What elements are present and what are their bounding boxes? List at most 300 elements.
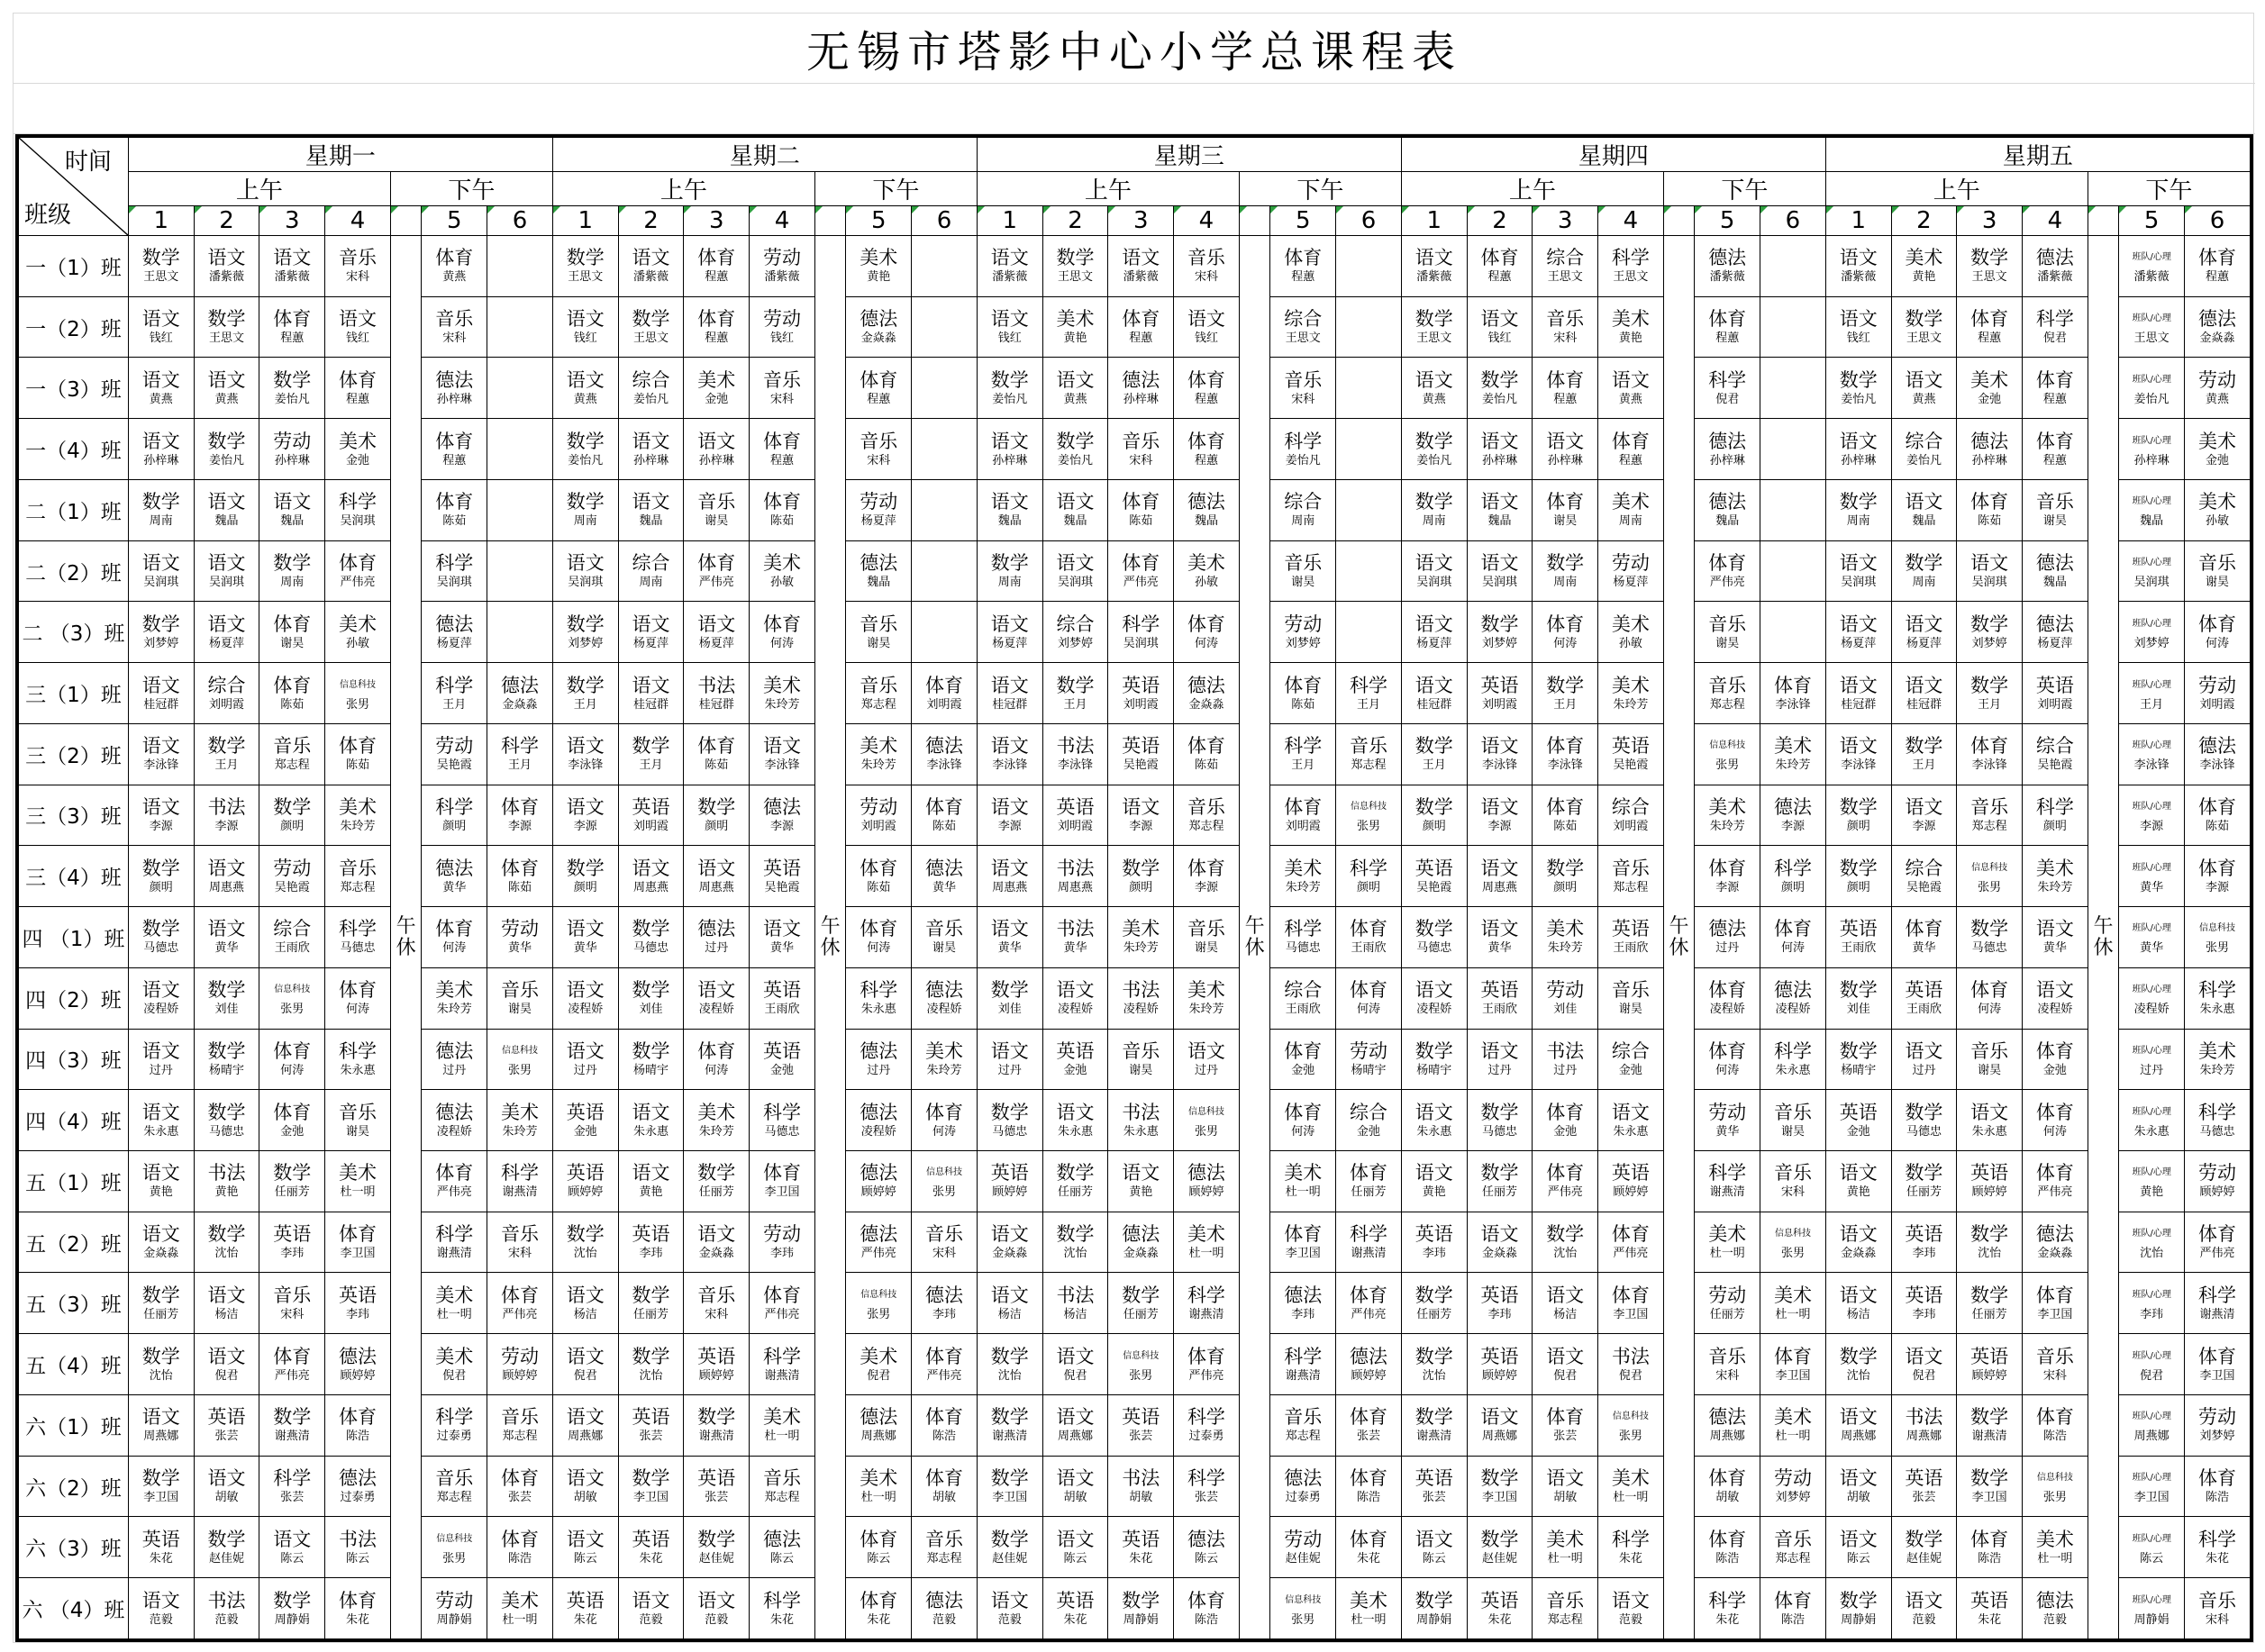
lesson-cell[interactable] (1825, 663, 1891, 724)
lesson-cell[interactable] (1533, 663, 1598, 724)
lesson-cell[interactable] (422, 1517, 487, 1578)
lesson-cell[interactable] (1891, 540, 1957, 602)
lesson-cell[interactable] (618, 1334, 684, 1395)
lesson-cell[interactable] (1957, 1212, 2023, 1273)
lesson-cell[interactable] (1108, 846, 1174, 907)
lesson-cell[interactable] (1401, 419, 1467, 480)
lesson-cell[interactable] (1598, 1394, 1664, 1456)
lesson-cell[interactable] (1533, 1517, 1598, 1578)
lesson-cell[interactable] (325, 1334, 391, 1395)
lesson-cell[interactable] (1760, 358, 1826, 419)
lesson-cell[interactable] (552, 785, 618, 846)
lesson-cell[interactable] (1467, 663, 1533, 724)
lesson-cell[interactable] (684, 1212, 750, 1273)
lesson-cell[interactable] (1533, 602, 1598, 663)
lesson-cell[interactable] (750, 540, 815, 602)
lesson-cell[interactable] (1336, 663, 1402, 724)
lesson-cell[interactable] (194, 1151, 259, 1212)
lesson-cell[interactable] (422, 1456, 487, 1517)
lesson-cell[interactable] (1108, 723, 1174, 785)
lesson-cell[interactable] (2023, 846, 2088, 907)
lesson-cell[interactable] (1695, 1578, 1760, 1639)
lesson-cell[interactable] (1760, 1029, 1826, 1090)
lesson-cell[interactable] (1957, 1394, 2023, 1456)
lesson-cell[interactable] (1042, 723, 1108, 785)
lesson-cell[interactable] (1042, 602, 1108, 663)
lesson-cell[interactable] (846, 967, 912, 1029)
lesson-cell[interactable] (2119, 1456, 2185, 1517)
lesson-cell[interactable] (422, 723, 487, 785)
lesson-cell[interactable] (1108, 1273, 1174, 1334)
lesson-cell[interactable] (1401, 1334, 1467, 1395)
lesson-cell[interactable] (1891, 358, 1957, 419)
lesson-cell[interactable] (194, 1029, 259, 1090)
lesson-cell[interactable] (750, 663, 815, 724)
lesson-cell[interactable] (2185, 1151, 2251, 1212)
lesson-cell[interactable] (1957, 967, 2023, 1029)
lesson-cell[interactable] (2185, 967, 2251, 1029)
lesson-cell[interactable] (750, 602, 815, 663)
lesson-cell[interactable] (1695, 1456, 1760, 1517)
lesson-cell[interactable] (259, 1517, 325, 1578)
lesson-cell[interactable] (552, 1334, 618, 1395)
lesson-cell[interactable] (1533, 846, 1598, 907)
lesson-cell[interactable] (1174, 1212, 1240, 1273)
lesson-cell[interactable] (977, 1212, 1042, 1273)
lesson-cell[interactable] (1598, 479, 1664, 540)
lesson-cell[interactable] (325, 236, 391, 297)
lesson-cell[interactable] (1598, 1578, 1664, 1639)
lesson-cell[interactable] (750, 1517, 815, 1578)
lesson-cell[interactable] (1695, 846, 1760, 907)
lesson-cell[interactable] (2023, 419, 2088, 480)
lesson-cell[interactable] (1467, 967, 1533, 1029)
lesson-cell[interactable] (128, 358, 194, 419)
lesson-cell[interactable] (1174, 1151, 1240, 1212)
lesson-cell[interactable] (128, 663, 194, 724)
lesson-cell[interactable] (1336, 236, 1402, 297)
lesson-cell[interactable] (618, 540, 684, 602)
lesson-cell[interactable] (846, 785, 912, 846)
lesson-cell[interactable] (684, 846, 750, 907)
lesson-cell[interactable] (422, 1394, 487, 1456)
lesson-cell[interactable] (422, 907, 487, 968)
lesson-cell[interactable] (487, 1456, 553, 1517)
lesson-cell[interactable] (684, 1334, 750, 1395)
lesson-cell[interactable] (846, 1394, 912, 1456)
lesson-cell[interactable] (912, 1334, 978, 1395)
lesson-cell[interactable] (2023, 1212, 2088, 1273)
lesson-cell[interactable] (1270, 1273, 1336, 1334)
lesson-cell[interactable] (259, 358, 325, 419)
lesson-cell[interactable] (259, 236, 325, 297)
lesson-cell[interactable] (1891, 1029, 1957, 1090)
lesson-cell[interactable] (1174, 785, 1240, 846)
lesson-cell[interactable] (750, 1273, 815, 1334)
lesson-cell[interactable] (1270, 967, 1336, 1029)
lesson-cell[interactable] (684, 723, 750, 785)
lesson-cell[interactable] (1891, 1151, 1957, 1212)
lesson-cell[interactable] (1695, 602, 1760, 663)
lesson-cell[interactable] (977, 296, 1042, 358)
lesson-cell[interactable] (1467, 1090, 1533, 1151)
lesson-cell[interactable] (1695, 967, 1760, 1029)
lesson-cell[interactable] (1401, 846, 1467, 907)
lesson-cell[interactable] (977, 967, 1042, 1029)
lesson-cell[interactable] (1533, 907, 1598, 968)
lesson-cell[interactable] (1825, 358, 1891, 419)
lesson-cell[interactable] (1174, 1517, 1240, 1578)
lesson-cell[interactable] (750, 723, 815, 785)
lesson-cell[interactable] (1957, 846, 2023, 907)
lesson-cell[interactable] (487, 785, 553, 846)
lesson-cell[interactable] (1533, 723, 1598, 785)
lesson-cell[interactable] (1401, 296, 1467, 358)
lesson-cell[interactable] (552, 419, 618, 480)
lesson-cell[interactable] (1467, 1334, 1533, 1395)
lesson-cell[interactable] (1401, 1029, 1467, 1090)
lesson-cell[interactable] (1336, 540, 1402, 602)
lesson-cell[interactable] (1598, 1090, 1664, 1151)
lesson-cell[interactable] (1108, 602, 1174, 663)
lesson-cell[interactable] (552, 1273, 618, 1334)
lesson-cell[interactable] (1042, 1394, 1108, 1456)
lesson-cell[interactable] (1825, 846, 1891, 907)
lesson-cell[interactable] (2119, 1273, 2185, 1334)
lesson-cell[interactable] (2185, 1456, 2251, 1517)
lesson-cell[interactable] (128, 1334, 194, 1395)
lesson-cell[interactable] (259, 1334, 325, 1395)
lesson-cell[interactable] (487, 907, 553, 968)
lesson-cell[interactable] (2023, 785, 2088, 846)
lesson-cell[interactable] (1174, 479, 1240, 540)
lesson-cell[interactable] (1174, 1456, 1240, 1517)
lesson-cell[interactable] (422, 1334, 487, 1395)
lesson-cell[interactable] (1957, 236, 2023, 297)
lesson-cell[interactable] (912, 1090, 978, 1151)
lesson-cell[interactable] (1695, 1334, 1760, 1395)
lesson-cell[interactable] (1891, 296, 1957, 358)
lesson-cell[interactable] (1270, 540, 1336, 602)
lesson-cell[interactable] (1598, 967, 1664, 1029)
lesson-cell[interactable] (1760, 1578, 1826, 1639)
lesson-cell[interactable] (912, 785, 978, 846)
lesson-cell[interactable] (1957, 1029, 2023, 1090)
lesson-cell[interactable] (194, 846, 259, 907)
lesson-cell[interactable] (1957, 663, 2023, 724)
lesson-cell[interactable] (194, 236, 259, 297)
lesson-cell[interactable] (2023, 723, 2088, 785)
lesson-cell[interactable] (1695, 1394, 1760, 1456)
lesson-cell[interactable] (1891, 1517, 1957, 1578)
lesson-cell[interactable] (2119, 1334, 2185, 1395)
lesson-cell[interactable] (422, 1212, 487, 1273)
lesson-cell[interactable] (552, 1090, 618, 1151)
lesson-cell[interactable] (684, 540, 750, 602)
lesson-cell[interactable] (194, 723, 259, 785)
lesson-cell[interactable] (422, 1029, 487, 1090)
lesson-cell[interactable] (977, 236, 1042, 297)
lesson-cell[interactable] (325, 907, 391, 968)
lesson-cell[interactable] (618, 1517, 684, 1578)
lesson-cell[interactable] (422, 663, 487, 724)
lesson-cell[interactable] (194, 1090, 259, 1151)
lesson-cell[interactable] (1108, 540, 1174, 602)
lesson-cell[interactable] (2185, 846, 2251, 907)
lesson-cell[interactable] (1108, 967, 1174, 1029)
lesson-cell[interactable] (1042, 1212, 1108, 1273)
lesson-cell[interactable] (1825, 1334, 1891, 1395)
lesson-cell[interactable] (2119, 846, 2185, 907)
lesson-cell[interactable] (977, 1090, 1042, 1151)
lesson-cell[interactable] (128, 1456, 194, 1517)
lesson-cell[interactable] (552, 907, 618, 968)
lesson-cell[interactable] (552, 296, 618, 358)
lesson-cell[interactable] (846, 1029, 912, 1090)
lesson-cell[interactable] (912, 846, 978, 907)
lesson-cell[interactable] (194, 358, 259, 419)
lesson-cell[interactable] (1270, 907, 1336, 968)
lesson-cell[interactable] (128, 907, 194, 968)
lesson-cell[interactable] (259, 967, 325, 1029)
lesson-cell[interactable] (1401, 602, 1467, 663)
lesson-cell[interactable] (1533, 296, 1598, 358)
lesson-cell[interactable] (1533, 1394, 1598, 1456)
lesson-cell[interactable] (422, 479, 487, 540)
lesson-cell[interactable] (1042, 1578, 1108, 1639)
lesson-cell[interactable] (1108, 1334, 1174, 1395)
lesson-cell[interactable] (977, 1456, 1042, 1517)
lesson-cell[interactable] (1042, 358, 1108, 419)
lesson-cell[interactable] (1695, 296, 1760, 358)
lesson-cell[interactable] (1401, 1212, 1467, 1273)
lesson-cell[interactable] (912, 1578, 978, 1639)
lesson-cell[interactable] (552, 1578, 618, 1639)
lesson-cell[interactable] (1467, 1578, 1533, 1639)
lesson-cell[interactable] (128, 1578, 194, 1639)
lesson-cell[interactable] (1467, 1151, 1533, 1212)
lesson-cell[interactable] (1174, 602, 1240, 663)
lesson-cell[interactable] (846, 663, 912, 724)
lesson-cell[interactable] (1401, 785, 1467, 846)
lesson-cell[interactable] (977, 1578, 1042, 1639)
lesson-cell[interactable] (1891, 785, 1957, 846)
lesson-cell[interactable] (618, 846, 684, 907)
lesson-cell[interactable] (2119, 358, 2185, 419)
lesson-cell[interactable] (552, 358, 618, 419)
lesson-cell[interactable] (618, 296, 684, 358)
lesson-cell[interactable] (750, 236, 815, 297)
lesson-cell[interactable] (487, 1029, 553, 1090)
lesson-cell[interactable] (1336, 967, 1402, 1029)
lesson-cell[interactable] (1825, 785, 1891, 846)
lesson-cell[interactable] (1401, 358, 1467, 419)
lesson-cell[interactable] (618, 1456, 684, 1517)
lesson-cell[interactable] (194, 479, 259, 540)
lesson-cell[interactable] (1760, 1517, 1826, 1578)
lesson-cell[interactable] (1825, 723, 1891, 785)
lesson-cell[interactable] (552, 602, 618, 663)
lesson-cell[interactable] (1174, 296, 1240, 358)
lesson-cell[interactable] (2119, 1090, 2185, 1151)
lesson-cell[interactable] (1467, 1456, 1533, 1517)
lesson-cell[interactable] (487, 1090, 553, 1151)
lesson-cell[interactable] (1891, 419, 1957, 480)
lesson-cell[interactable] (1042, 296, 1108, 358)
lesson-cell[interactable] (1270, 1394, 1336, 1456)
lesson-cell[interactable] (1174, 1273, 1240, 1334)
lesson-cell[interactable] (552, 663, 618, 724)
lesson-cell[interactable] (1598, 296, 1664, 358)
lesson-cell[interactable] (1957, 602, 2023, 663)
lesson-cell[interactable] (2185, 723, 2251, 785)
lesson-cell[interactable] (1401, 723, 1467, 785)
lesson-cell[interactable] (128, 1212, 194, 1273)
lesson-cell[interactable] (618, 785, 684, 846)
lesson-cell[interactable] (1401, 967, 1467, 1029)
lesson-cell[interactable] (1533, 419, 1598, 480)
lesson-cell[interactable] (2185, 1334, 2251, 1395)
lesson-cell[interactable] (194, 967, 259, 1029)
lesson-cell[interactable] (1760, 1090, 1826, 1151)
lesson-cell[interactable] (1270, 1334, 1336, 1395)
lesson-cell[interactable] (977, 1029, 1042, 1090)
lesson-cell[interactable] (977, 419, 1042, 480)
lesson-cell[interactable] (1598, 663, 1664, 724)
lesson-cell[interactable] (1401, 1090, 1467, 1151)
lesson-cell[interactable] (487, 296, 553, 358)
lesson-cell[interactable] (977, 540, 1042, 602)
lesson-cell[interactable] (912, 236, 978, 297)
lesson-cell[interactable] (1957, 1334, 2023, 1395)
lesson-cell[interactable] (2185, 236, 2251, 297)
lesson-cell[interactable] (1336, 1456, 1402, 1517)
lesson-cell[interactable] (422, 846, 487, 907)
lesson-cell[interactable] (325, 602, 391, 663)
lesson-cell[interactable] (1336, 1517, 1402, 1578)
lesson-cell[interactable] (2119, 1151, 2185, 1212)
lesson-cell[interactable] (2023, 907, 2088, 968)
lesson-cell[interactable] (1695, 236, 1760, 297)
lesson-cell[interactable] (1042, 1090, 1108, 1151)
lesson-cell[interactable] (1957, 1090, 2023, 1151)
lesson-cell[interactable] (487, 1151, 553, 1212)
lesson-cell[interactable] (422, 236, 487, 297)
lesson-cell[interactable] (618, 419, 684, 480)
lesson-cell[interactable] (259, 1029, 325, 1090)
lesson-cell[interactable] (977, 723, 1042, 785)
lesson-cell[interactable] (128, 540, 194, 602)
lesson-cell[interactable] (194, 1334, 259, 1395)
lesson-cell[interactable] (912, 723, 978, 785)
lesson-cell[interactable] (1174, 1334, 1240, 1395)
lesson-cell[interactable] (750, 1578, 815, 1639)
lesson-cell[interactable] (552, 723, 618, 785)
lesson-cell[interactable] (1270, 1578, 1336, 1639)
lesson-cell[interactable] (259, 1273, 325, 1334)
lesson-cell[interactable] (750, 1212, 815, 1273)
lesson-cell[interactable] (2119, 602, 2185, 663)
lesson-cell[interactable] (2185, 419, 2251, 480)
lesson-cell[interactable] (1825, 967, 1891, 1029)
lesson-cell[interactable] (1401, 479, 1467, 540)
lesson-cell[interactable] (1891, 967, 1957, 1029)
lesson-cell[interactable] (1336, 1273, 1402, 1334)
lesson-cell[interactable] (2185, 540, 2251, 602)
lesson-cell[interactable] (1760, 236, 1826, 297)
lesson-cell[interactable] (1042, 1029, 1108, 1090)
lesson-cell[interactable] (2119, 723, 2185, 785)
lesson-cell[interactable] (552, 540, 618, 602)
lesson-cell[interactable] (977, 785, 1042, 846)
lesson-cell[interactable] (422, 1578, 487, 1639)
lesson-cell[interactable] (325, 1394, 391, 1456)
lesson-cell[interactable] (422, 602, 487, 663)
lesson-cell[interactable] (1174, 540, 1240, 602)
lesson-cell[interactable] (1891, 602, 1957, 663)
lesson-cell[interactable] (325, 663, 391, 724)
lesson-cell[interactable] (128, 1273, 194, 1334)
lesson-cell[interactable] (1957, 785, 2023, 846)
lesson-cell[interactable] (1336, 296, 1402, 358)
lesson-cell[interactable] (128, 1394, 194, 1456)
lesson-cell[interactable] (977, 663, 1042, 724)
lesson-cell[interactable] (684, 419, 750, 480)
lesson-cell[interactable] (618, 358, 684, 419)
lesson-cell[interactable] (2119, 785, 2185, 846)
lesson-cell[interactable] (1108, 663, 1174, 724)
lesson-cell[interactable] (1467, 785, 1533, 846)
lesson-cell[interactable] (2023, 1517, 2088, 1578)
lesson-cell[interactable] (1108, 1394, 1174, 1456)
lesson-cell[interactable] (259, 479, 325, 540)
lesson-cell[interactable] (2185, 602, 2251, 663)
lesson-cell[interactable] (487, 358, 553, 419)
lesson-cell[interactable] (750, 358, 815, 419)
lesson-cell[interactable] (750, 846, 815, 907)
lesson-cell[interactable] (259, 846, 325, 907)
lesson-cell[interactable] (1042, 967, 1108, 1029)
lesson-cell[interactable] (1336, 723, 1402, 785)
lesson-cell[interactable] (1891, 1334, 1957, 1395)
lesson-cell[interactable] (552, 479, 618, 540)
lesson-cell[interactable] (2119, 236, 2185, 297)
lesson-cell[interactable] (1891, 1456, 1957, 1517)
lesson-cell[interactable] (325, 1212, 391, 1273)
lesson-cell[interactable] (1825, 1212, 1891, 1273)
lesson-cell[interactable] (1401, 1578, 1467, 1639)
lesson-cell[interactable] (684, 479, 750, 540)
lesson-cell[interactable] (128, 1090, 194, 1151)
lesson-cell[interactable] (1108, 785, 1174, 846)
lesson-cell[interactable] (259, 785, 325, 846)
lesson-cell[interactable] (1760, 785, 1826, 846)
lesson-cell[interactable] (912, 907, 978, 968)
lesson-cell[interactable] (325, 1029, 391, 1090)
lesson-cell[interactable] (2185, 479, 2251, 540)
lesson-cell[interactable] (977, 846, 1042, 907)
lesson-cell[interactable] (1467, 1273, 1533, 1334)
lesson-cell[interactable] (2023, 663, 2088, 724)
lesson-cell[interactable] (1467, 1517, 1533, 1578)
lesson-cell[interactable] (846, 1151, 912, 1212)
lesson-cell[interactable] (1401, 1273, 1467, 1334)
lesson-cell[interactable] (846, 602, 912, 663)
lesson-cell[interactable] (1891, 1090, 1957, 1151)
lesson-cell[interactable] (422, 540, 487, 602)
lesson-cell[interactable] (1891, 1578, 1957, 1639)
lesson-cell[interactable] (1336, 1151, 1402, 1212)
